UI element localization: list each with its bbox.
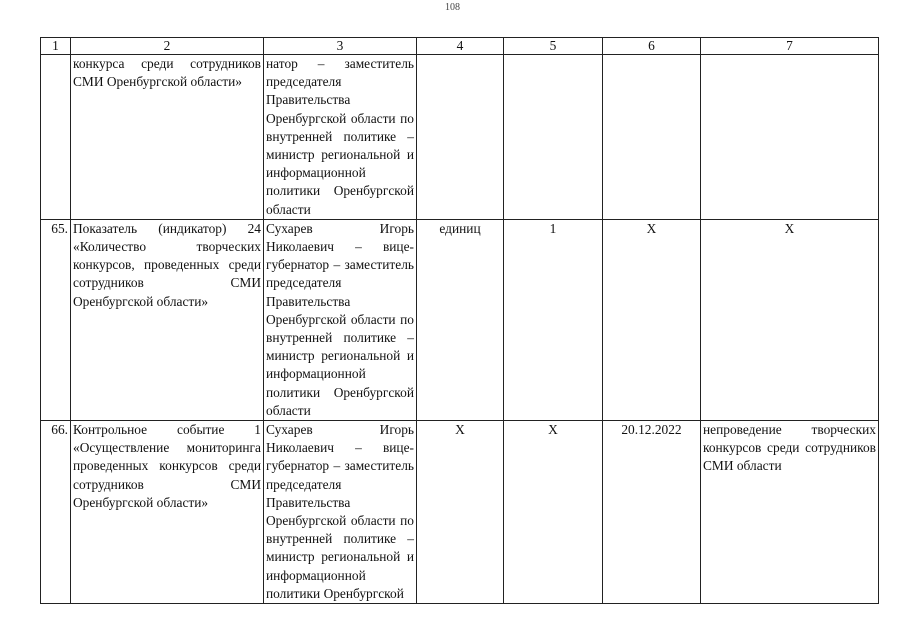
row-number: 65. [41,219,71,420]
row-note [701,55,879,220]
row-date: Х [603,219,701,420]
column-header: 4 [417,38,504,55]
row-responsible: Сухарев Игорь Николаевич – вице-губернатор – заместитель председателя Правительства Оренбургской области по внутренней политике – министр региональной и информационной политики Оренбургской области [264,219,417,420]
column-header: 3 [264,38,417,55]
row-base-value: Х [504,421,603,604]
row-unit [417,55,504,220]
column-header: 1 [41,38,71,55]
row-date: 20.12.2022 [603,421,701,604]
row-date [603,55,701,220]
row-responsible: Сухарев Игорь Николаевич – вице-губернатор – заместитель председателя Правительства Оренбургской области по внутренней политике – министр региональной и информационной политики Оренбургской [264,421,417,604]
row-name: конкурса среди сотрудников СМИ Оренбургской области» [71,55,264,220]
table-row [41,55,879,220]
program-table [40,37,879,604]
row-note: Х [701,219,879,420]
row-unit: Х [417,421,504,604]
row-base-value [504,55,603,220]
row-name: Показатель (индикатор) 24 «Количество творческих конкурсов, проведенных среди сотрудников СМИ Оренбургской области» [71,219,264,420]
column-header: 5 [504,38,603,55]
row-note: непроведение творческих конкурсов среди сотрудников СМИ области [701,421,879,604]
row-number: 66. [41,421,71,604]
row-name: Контрольное событие 1 «Осуществление мониторинга проведенных конкурсов среди сотрудников СМИ Оренбургской области» [71,421,264,604]
column-header: 2 [71,38,264,55]
table-row [41,219,879,420]
row-number [41,55,71,220]
table-header-row [41,38,879,55]
column-header: 7 [701,38,879,55]
row-responsible: натор – заместитель председателя Правительства Оренбургской области по внутренней политике – министр региональной и информационной политики Оренбургской области [264,55,417,220]
row-base-value: 1 [504,219,603,420]
row-unit: единиц [417,219,504,420]
table-row [41,421,879,604]
column-header: 6 [603,38,701,55]
page-number: 108 [445,2,460,13]
